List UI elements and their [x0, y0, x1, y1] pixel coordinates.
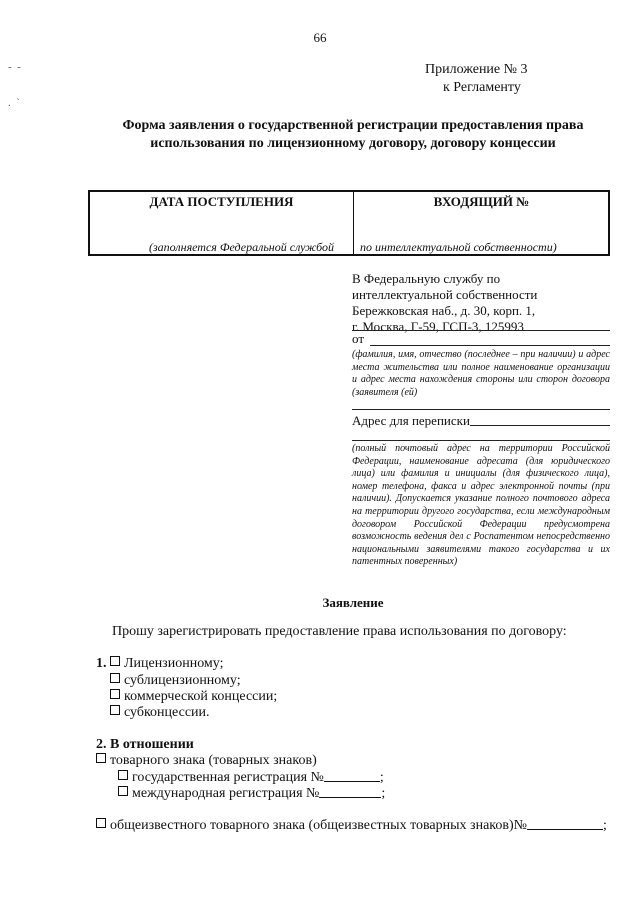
- form-title-line-1: Форма заявления о государственной регистрации предоставления права: [122, 118, 584, 133]
- option-state-registration: [118, 769, 384, 786]
- receipt-note-right: по интеллектуальной собственности): [360, 240, 557, 254]
- mail-address-field-line[interactable]: [470, 425, 610, 426]
- mail-address-field-line-2[interactable]: [352, 440, 610, 441]
- item-1-number: 1.: [96, 656, 107, 671]
- from-field-line[interactable]: [370, 345, 610, 346]
- incoming-number-header: ВХОДЯЩИЙ №: [433, 194, 530, 209]
- appendix-line-1: Приложение № 3: [425, 62, 528, 77]
- receipt-box: [88, 190, 610, 256]
- recipient-line-2: интеллектуальной собственности: [352, 287, 538, 302]
- option-commercial-concession-label: коммерческой концессии;: [124, 689, 278, 704]
- statement-title: Заявление: [322, 595, 384, 610]
- item-2-heading: [96, 737, 194, 753]
- state-registration-semicolon: ;: [379, 770, 384, 785]
- appendix-line-2: к Регламенту: [443, 80, 521, 95]
- option-trademark: [96, 753, 317, 769]
- receipt-note-left: (заполняется Федеральной службой: [149, 240, 335, 254]
- option-well-known-trademark-label: общеизвестного товарного знака (общеизвестных товарных знаков)№: [110, 818, 527, 833]
- option-subconcession: [110, 705, 210, 721]
- option-subconcession-label: субконцессии.: [124, 705, 210, 720]
- scan-artifacts: - - . `: [8, 61, 21, 109]
- option-licensing-label: Лицензионному;: [124, 656, 224, 671]
- statement-intro: Прошу зарегистрировать предоставление права использования по договору:: [112, 624, 567, 639]
- mail-address-label: Адрес для переписки: [352, 413, 470, 428]
- checkbox-subconcession[interactable]: [110, 705, 120, 715]
- checkbox-international-registration[interactable]: [118, 786, 128, 796]
- state-registration-number-field[interactable]: [324, 769, 380, 782]
- form-title: [0, 117, 640, 153]
- checkbox-licensing[interactable]: [110, 656, 120, 666]
- item-2-heading-text: 2. В отношении: [96, 737, 194, 752]
- option-sublicensing: [110, 673, 241, 689]
- option-sublicensing-label: сублицензионному;: [124, 673, 241, 688]
- international-registration-number-field[interactable]: [319, 785, 381, 798]
- option-well-known-trademark: [96, 817, 607, 834]
- option-licensing: [96, 656, 224, 672]
- page-number: 66: [313, 30, 327, 45]
- checkbox-commercial-concession[interactable]: [110, 689, 120, 699]
- well-known-trademark-number-field[interactable]: [527, 817, 603, 830]
- receipt-box-divider: [353, 192, 354, 254]
- option-trademark-label: товарного знака (товарных знаков): [110, 753, 317, 768]
- checkbox-state-registration[interactable]: [118, 770, 128, 780]
- recipient-line-1: В Федеральную службу по: [352, 271, 501, 286]
- option-state-registration-label: государственная регистрация №: [132, 770, 324, 785]
- appendix-note: [425, 61, 528, 97]
- international-registration-semicolon: ;: [381, 786, 386, 801]
- option-international-registration: [118, 785, 385, 802]
- from-extra-line[interactable]: [352, 409, 610, 410]
- receipt-date-header: ДАТА ПОСТУПЛЕНИЯ: [149, 194, 294, 209]
- recipient-line-4: г. Москва, Г-59, ГСП-3, 125993: [352, 319, 524, 334]
- recipient-line-3: Бережковская наб., д. 30, корп. 1,: [352, 303, 536, 318]
- option-commercial-concession: [110, 689, 277, 705]
- checkbox-well-known-trademark[interactable]: [96, 818, 106, 828]
- well-known-trademark-semicolon: ;: [603, 818, 607, 833]
- mail-address-note: (полный почтовый адрес на территории Российской Федерации, наименование адресата (для юридического лица) или фамилия и инициалы (для физического лица), номер телефона, факса и адрес электронной почты (при наличии). Допускается указание полного почтового адреса на территории другого государства, если международным договором Российской Федерации предусмотрена возможность ведения дел с Роспатентом непосредственно национальными заявителями такого государства и их патентных поверенных): [352, 443, 610, 568]
- from-note: (фамилия, имя, отчество (последнее – при наличии) и адрес места жительства или полное наименование организации и адрес места нахождения стороны или сторон договора (заявителя (ей): [352, 349, 610, 398]
- form-title-line-2: использования по лицензионному договору, договору концессии: [150, 136, 556, 151]
- option-international-registration-label: международная регистрация №: [132, 786, 320, 801]
- from-label: от: [352, 331, 365, 346]
- checkbox-trademark[interactable]: [96, 753, 106, 763]
- recipient-address: [352, 271, 537, 335]
- checkbox-sublicensing[interactable]: [110, 673, 120, 683]
- recipient-underline: [352, 330, 610, 331]
